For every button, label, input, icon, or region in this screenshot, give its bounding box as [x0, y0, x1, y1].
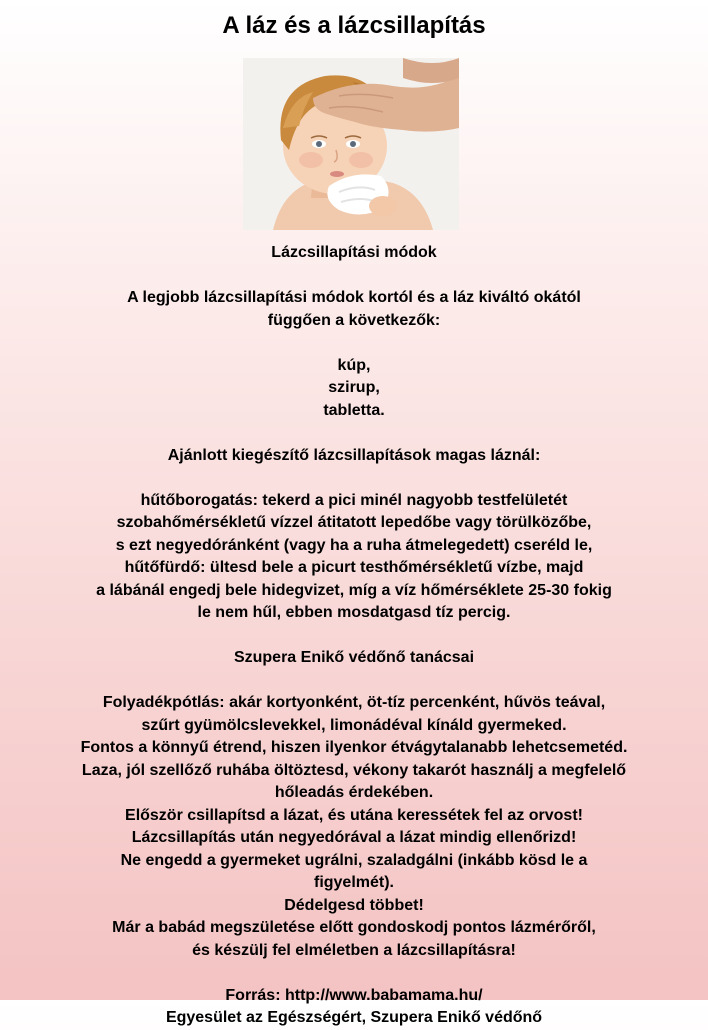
intro-line-1: A legjobb lázcsillapítási módok kortól és a láz kiváltó okától	[127, 289, 581, 306]
advice-line: Lázcsillapítás után negyedórával a lázat mindig ellenőrizd!	[131, 829, 577, 846]
supplementary-line: hűtőfürdő: ültesd bele a picurt testhőmérsékletű vízbe, majd	[124, 559, 584, 576]
photo-illustration	[243, 58, 459, 230]
advice-heading: Szupera Enikő védőnő tanácsai	[233, 649, 475, 666]
page-title: A láz és a lázcsillapítás	[222, 12, 486, 39]
advice-line: Már a babád megszületése előtt gondoskodj pontos lázmérőről,	[112, 919, 596, 936]
supplementary-heading: Ajánlott kiegészítő lázcsillapítások magas láznál:	[167, 446, 541, 464]
source-credit: Egyesület az Egészségért, Szupera Enikő védőnő	[165, 1009, 543, 1026]
methods-heading: Lázcsillapítási módok	[271, 244, 437, 261]
method-item: kúp,	[337, 356, 371, 374]
advice-line: Ne engedd a gyermeket ugrálni, szaladgálni (inkább kösd le a	[120, 851, 588, 869]
advice-line: Folyadékpótlás: akár kortyonként, öt-tíz percenként, hűvös teával,	[102, 694, 606, 711]
advice-line: és készülj fel elméletben a lázcsillapításra!	[192, 941, 516, 959]
article-body	[0, 242, 708, 1030]
advice-line: hőleadás érdekében.	[274, 784, 434, 801]
supplementary-line: szobahőmérsékletű vízzel átitatott lepedőbe vagy törülközőbe,	[116, 514, 592, 531]
supplementary-line: a lábánál engedj bele hidegvizet, míg a víz hőmérséklete 25-30 fokig	[96, 581, 612, 599]
supplementary-line: hűtőborogatás: tekerd a pici minél nagyobb testfelületét	[140, 491, 568, 509]
advice-line: Fontos a könnyű étrend, hiszen ilyenkor étvágytalanabb lehetcsemetéd.	[80, 739, 628, 756]
advice-line: szűrt gyümölcslevekkel, limonádéval kínáld gyermeked.	[141, 716, 567, 734]
advice-line: Először csillapítsd a lázat, és utána keressétek fel az orvost!	[125, 806, 583, 824]
advice-line: figyelmét).	[313, 874, 394, 891]
source-link: Forrás: http://www.babamama.hu/	[225, 986, 483, 1004]
advice-line: Dédelgesd többet!	[284, 896, 424, 914]
intro-line-2: függően a következők:	[267, 311, 441, 329]
supplementary-line: le nem hűl, ebben mosdatgasd tíz percig.	[197, 604, 511, 621]
advice-line: Laza, jól szellőző ruhába öltöztesd, vékony takarót használj a megfelelő	[81, 761, 627, 779]
method-item: szirup,	[328, 379, 380, 396]
method-item: tabletta.	[323, 401, 385, 419]
child-with-fever-photo	[243, 58, 459, 230]
supplementary-line: s ezt negyedóránként (vagy ha a ruha átmelegedett) cseréld le,	[115, 536, 593, 554]
